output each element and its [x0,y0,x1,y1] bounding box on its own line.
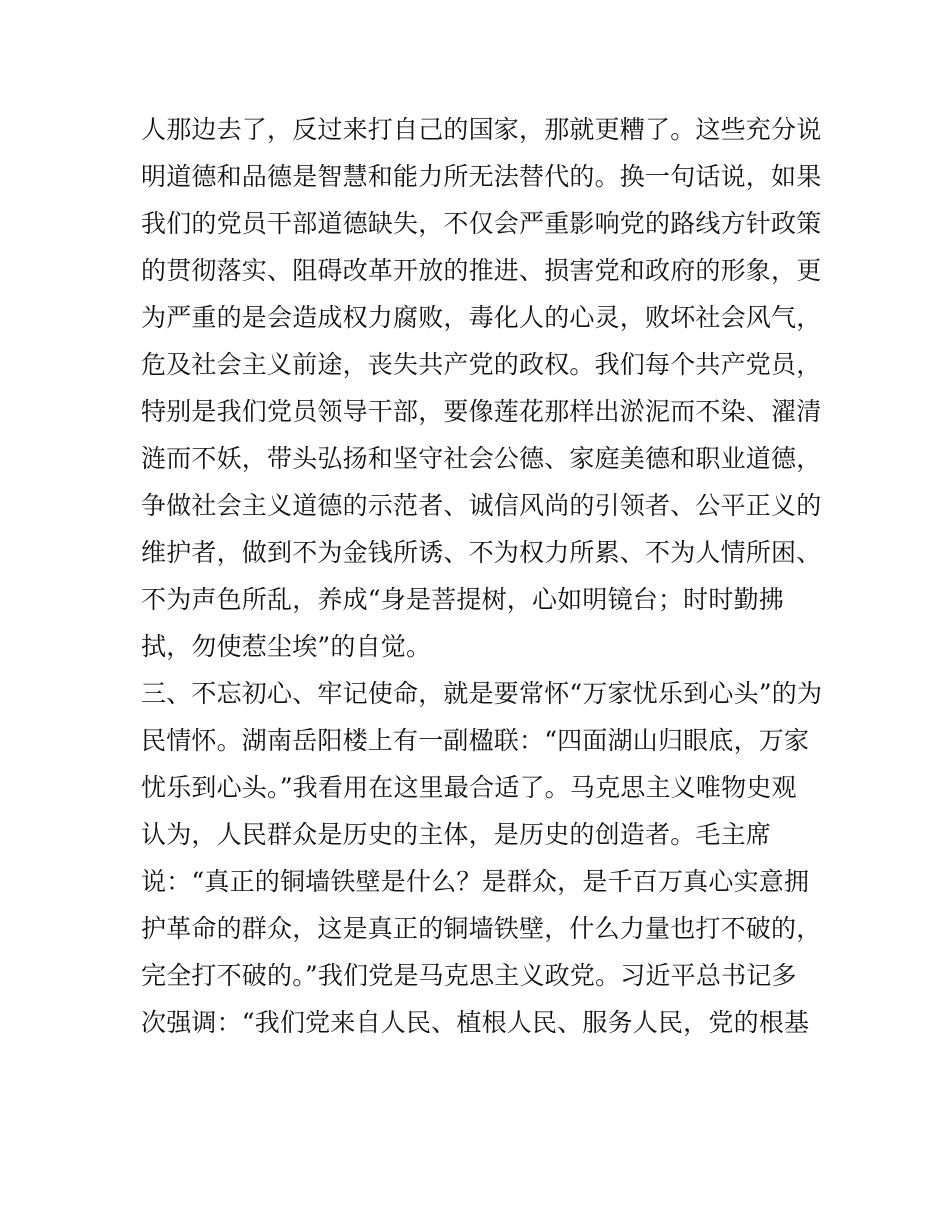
text-line: 忧乐到心头。”我看用在这里最合适了。马克思主义唯物史观 [141,773,797,802]
body-text [141,106,841,1046]
text-line: 护革命的群众，这是真正的铜墙铁壁，什么力量也打不破的， [141,914,822,943]
text-line: 民情怀。湖南岳阳楼上有一副楹联：“四面湖山归眼底，万家 [141,726,810,755]
text-line: 争做社会主义道德的示范者、诚信风尚的引领者、公平正义的 [141,491,822,520]
section-heading-line: 三、不忘初心、牢记使命，就是要常怀“万家忧乐到心头”的为 [141,679,823,708]
text-line: 人那边去了，反过来打自己的国家，那就更糟了。这些充分说 [141,115,822,144]
text-line: 涟而不妖，带头弘扬和坚守社会公德、家庭美德和职业道德， [141,444,822,473]
text-line: 不为声色所乱，养成“身是菩提树，心如明镜台；时时勤拂 [141,585,784,614]
text-line: 特别是我们党员领导干部，要像莲花那样出淤泥而不染、濯清 [141,397,822,426]
text-line: 维护者，做到不为金钱所诱、不为权力所累、不为人情所困、 [141,538,822,567]
text-line: 的贯彻落实、阻碍改革开放的推进、损害党和政府的形象，更 [141,256,822,285]
text-line: 认为，人民群众是历史的主体，是历史的创造者。毛主席 [141,820,772,849]
text-line: 明道德和品德是智慧和能力所无法替代的。换一句话说，如果 [141,162,822,191]
text-line: 说：“真正的铜墙铁壁是什么？是群众，是千百万真心实意拥 [141,867,810,896]
text-line: 完全打不破的。”我们党是马克思主义政党。习近平总书记多 [141,961,797,990]
text-line: 危及社会主义前途，丧失共产党的政权。我们每个共产党员， [141,350,822,379]
text-line: 拭，勿使惹尘埃”的自觉。 [141,632,432,661]
text-line: 次强调：“我们党来自人民、植根人民、服务人民，党的根基 [141,1008,810,1037]
text-line: 我们的党员干部道德缺失，不仅会严重影响党的路线方针政策 [141,209,822,238]
text-line: 为严重的是会造成权力腐败，毒化人的心灵，败坏社会风气， [141,303,822,332]
